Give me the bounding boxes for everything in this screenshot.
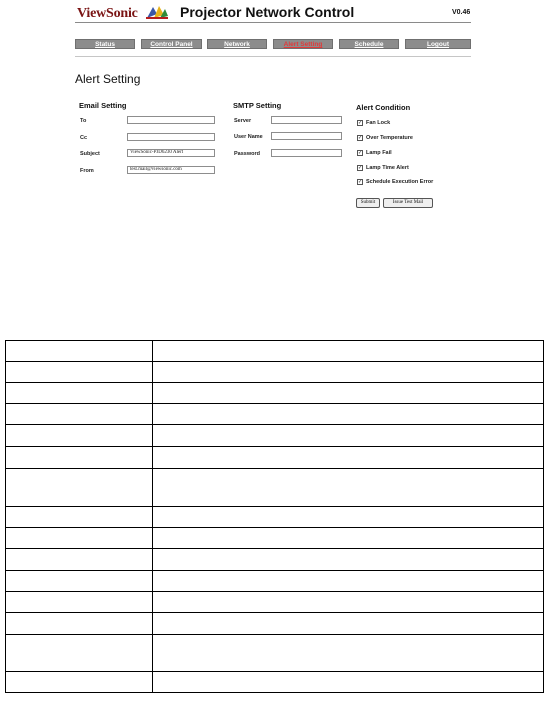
table-row (6, 635, 544, 672)
table-row (6, 447, 544, 469)
table-cell (153, 383, 544, 404)
over-temperature-checkbox[interactable]: ✓ (358, 135, 363, 141)
table-cell (153, 469, 544, 507)
table-cell (6, 404, 153, 425)
table-row (6, 362, 544, 383)
empty-table (5, 340, 544, 693)
table-row (6, 425, 544, 447)
table-cell (153, 635, 544, 672)
table-cell (6, 425, 153, 447)
from-field[interactable]: test.mail@viewsonic.com (127, 166, 215, 174)
subject-label: Subject (80, 151, 100, 157)
table-cell (6, 592, 153, 613)
subject-field[interactable]: ViewSonic-PJD6230 Alert (127, 149, 215, 157)
submit-button[interactable]: Submit (356, 198, 380, 208)
alert-condition-heading: Alert Condition (356, 103, 411, 112)
table-row (6, 469, 544, 507)
table-cell (153, 362, 544, 383)
lamp-fail-label: Lamp Fail (366, 150, 392, 156)
lamp-time-alert-checkbox[interactable]: ✓ (358, 165, 363, 171)
nav-control-panel[interactable]: Control Panel (141, 39, 202, 49)
table-cell (153, 447, 544, 469)
table-cell (153, 425, 544, 447)
username-field[interactable] (271, 132, 342, 140)
table-cell (6, 469, 153, 507)
table-row (6, 571, 544, 592)
nav-alert-setting[interactable]: Alert Setting (273, 39, 333, 49)
nav-schedule[interactable]: Schedule (339, 39, 399, 49)
version-label: V0.46 (452, 9, 471, 16)
table-cell (153, 549, 544, 571)
nav-status[interactable]: Status (75, 39, 135, 49)
table-cell (6, 613, 153, 635)
table-row (6, 404, 544, 425)
smtp-setting-heading: SMTP Setting (233, 101, 282, 110)
table-cell (153, 672, 544, 693)
table-row (6, 549, 544, 571)
nav-logout[interactable]: Logout (405, 39, 471, 49)
table-cell (153, 528, 544, 549)
nav-network[interactable]: Network (207, 39, 267, 49)
server-label: Server (234, 118, 252, 124)
table-cell (6, 635, 153, 672)
email-setting-heading: Email Setting (79, 101, 127, 110)
fan-lock-checkbox[interactable]: ✓ (358, 120, 363, 126)
table-cell (6, 672, 153, 693)
table-row (6, 528, 544, 549)
birds-logo-icon (145, 4, 169, 20)
cc-label: Cc (80, 135, 88, 141)
header-divider (75, 22, 471, 23)
table-row (6, 383, 544, 404)
app-title: Projector Network Control (180, 4, 355, 20)
to-label: To (80, 118, 87, 124)
table-cell (6, 571, 153, 592)
table-cell (6, 549, 153, 571)
table-row (6, 507, 544, 528)
password-label: Password (234, 151, 260, 157)
table-row (6, 341, 544, 362)
table-row (6, 592, 544, 613)
password-field[interactable] (271, 149, 342, 157)
server-field[interactable] (271, 116, 342, 124)
table-cell (6, 341, 153, 362)
table-cell (6, 507, 153, 528)
username-label: User Name (234, 134, 263, 140)
schedule-execution-error-label: Schedule Execution Error (366, 179, 434, 185)
table-cell (153, 592, 544, 613)
lamp-fail-checkbox[interactable]: ✓ (358, 150, 363, 156)
lamp-time-alert-label: Lamp Time Alert (366, 165, 409, 171)
page-title: Alert Setting (75, 72, 141, 86)
table-cell (6, 362, 153, 383)
cc-field[interactable] (127, 133, 215, 141)
table-cell (153, 571, 544, 592)
issue-test-mail-button[interactable]: Issue Test Mail (383, 198, 433, 208)
table-cell (6, 528, 153, 549)
table-cell (153, 404, 544, 425)
table-row (6, 613, 544, 635)
to-field[interactable] (127, 116, 215, 124)
fan-lock-label: Fan Lock (366, 120, 391, 126)
from-label: From (80, 168, 94, 174)
over-temperature-label: Over Temperature (366, 135, 413, 141)
nav-divider (75, 56, 471, 57)
table-cell (153, 341, 544, 362)
table-cell (153, 613, 544, 635)
schedule-execution-error-checkbox[interactable]: ✓ (358, 179, 363, 185)
table-cell (6, 383, 153, 404)
table-cell (6, 447, 153, 469)
table-row (6, 672, 544, 693)
brand-logo: ViewSonic (77, 6, 138, 21)
table-cell (153, 507, 544, 528)
